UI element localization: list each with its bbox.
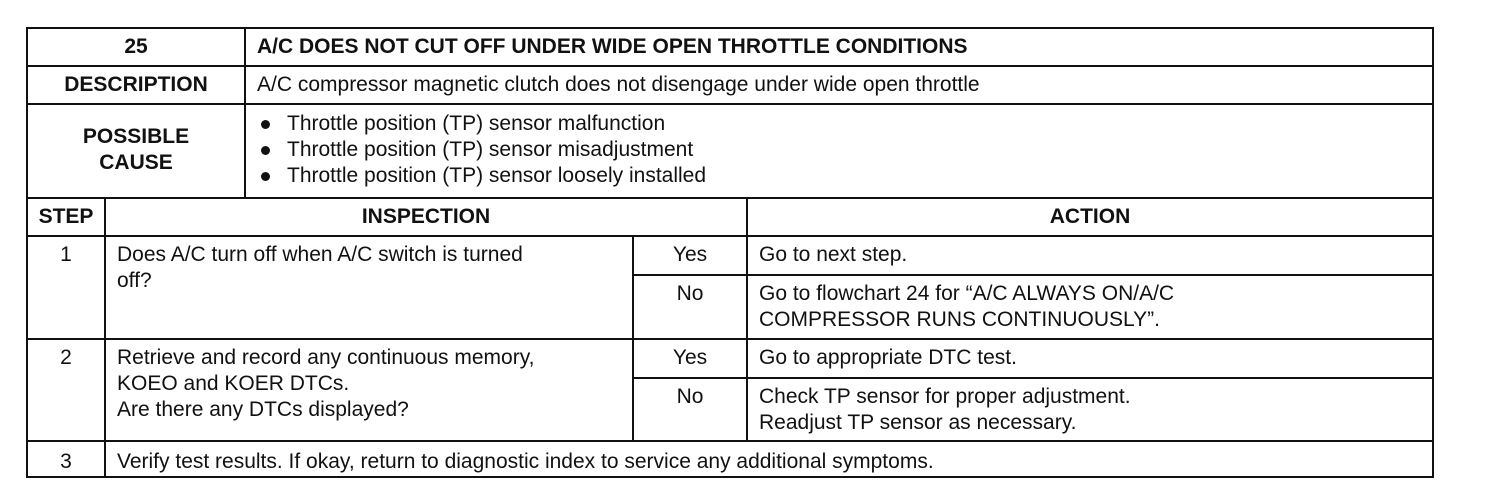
answer-no: No	[676, 282, 704, 305]
action-line: Readjust TP sensor as necessary.	[759, 411, 1077, 434]
row-divider	[28, 338, 1432, 340]
column-divider	[104, 197, 106, 478]
answer-yes: Yes	[672, 243, 708, 266]
description-label: DESCRIPTION	[64, 73, 208, 96]
answer-yes: Yes	[672, 346, 708, 369]
step-inspection: Verify test results. If okay, return to diagnostic index to service any additional symptoms.	[117, 450, 934, 473]
row-divider	[28, 103, 1432, 105]
cause-item: Throttle position (TP) sensor malfunction	[257, 111, 1427, 137]
answer-no: No	[676, 385, 704, 408]
row-divider	[632, 377, 1432, 379]
action-text	[759, 384, 1429, 436]
inspection-column-header: INSPECTION	[361, 205, 491, 228]
step-number: 3	[60, 450, 72, 473]
action-line: Go to flowchart 24 for “A/C ALWAYS ON/A/C	[759, 282, 1175, 305]
action-column-header: ACTION	[1049, 205, 1131, 228]
row-divider	[28, 235, 1432, 237]
inspection-line: Are there any DTCs displayed?	[117, 398, 409, 421]
possible-cause-list	[257, 111, 1427, 189]
action-line: Check TP sensor for proper adjustment.	[759, 385, 1131, 408]
action-text: Go to appropriate DTC test.	[759, 346, 1017, 369]
cause-item: Throttle position (TP) sensor loosely installed	[257, 163, 1427, 189]
action-text: Go to next step.	[759, 243, 908, 266]
flowchart-number: 25	[124, 35, 148, 58]
diagnostic-flowchart-table	[26, 27, 1434, 478]
flowchart-title: A/C DOES NOT CUT OFF UNDER WIDE OPEN THROTTLE CONDITIONS	[257, 35, 968, 58]
possible-cause-label-line: CAUSE	[99, 151, 173, 174]
column-divider	[244, 29, 246, 197]
description-text: A/C compressor magnetic clutch does not disengage under wide open throttle	[257, 73, 980, 96]
inspection-line: Retrieve and record any continuous memory,	[117, 346, 535, 369]
inspection-line: off?	[117, 269, 152, 292]
step-number: 1	[60, 243, 72, 266]
possible-cause-label	[28, 124, 244, 176]
row-divider	[28, 440, 1432, 442]
step-column-header: STEP	[38, 205, 94, 228]
row-divider	[28, 197, 1432, 199]
inspection-line: Does A/C turn off when A/C switch is turned	[117, 243, 523, 266]
column-divider	[746, 197, 748, 440]
step-number: 2	[60, 346, 72, 369]
row-divider	[632, 274, 1432, 276]
row-divider	[28, 65, 1432, 67]
possible-cause-label-line: POSSIBLE	[82, 125, 190, 148]
cause-item: Throttle position (TP) sensor misadjustment	[257, 137, 1427, 163]
step-inspection	[117, 242, 627, 294]
action-text	[759, 281, 1429, 333]
step-inspection	[117, 345, 627, 423]
inspection-line: KOEO and KOER DTCs.	[117, 372, 350, 395]
action-line: COMPRESSOR RUNS CONTINUOUSLY”.	[759, 308, 1160, 331]
